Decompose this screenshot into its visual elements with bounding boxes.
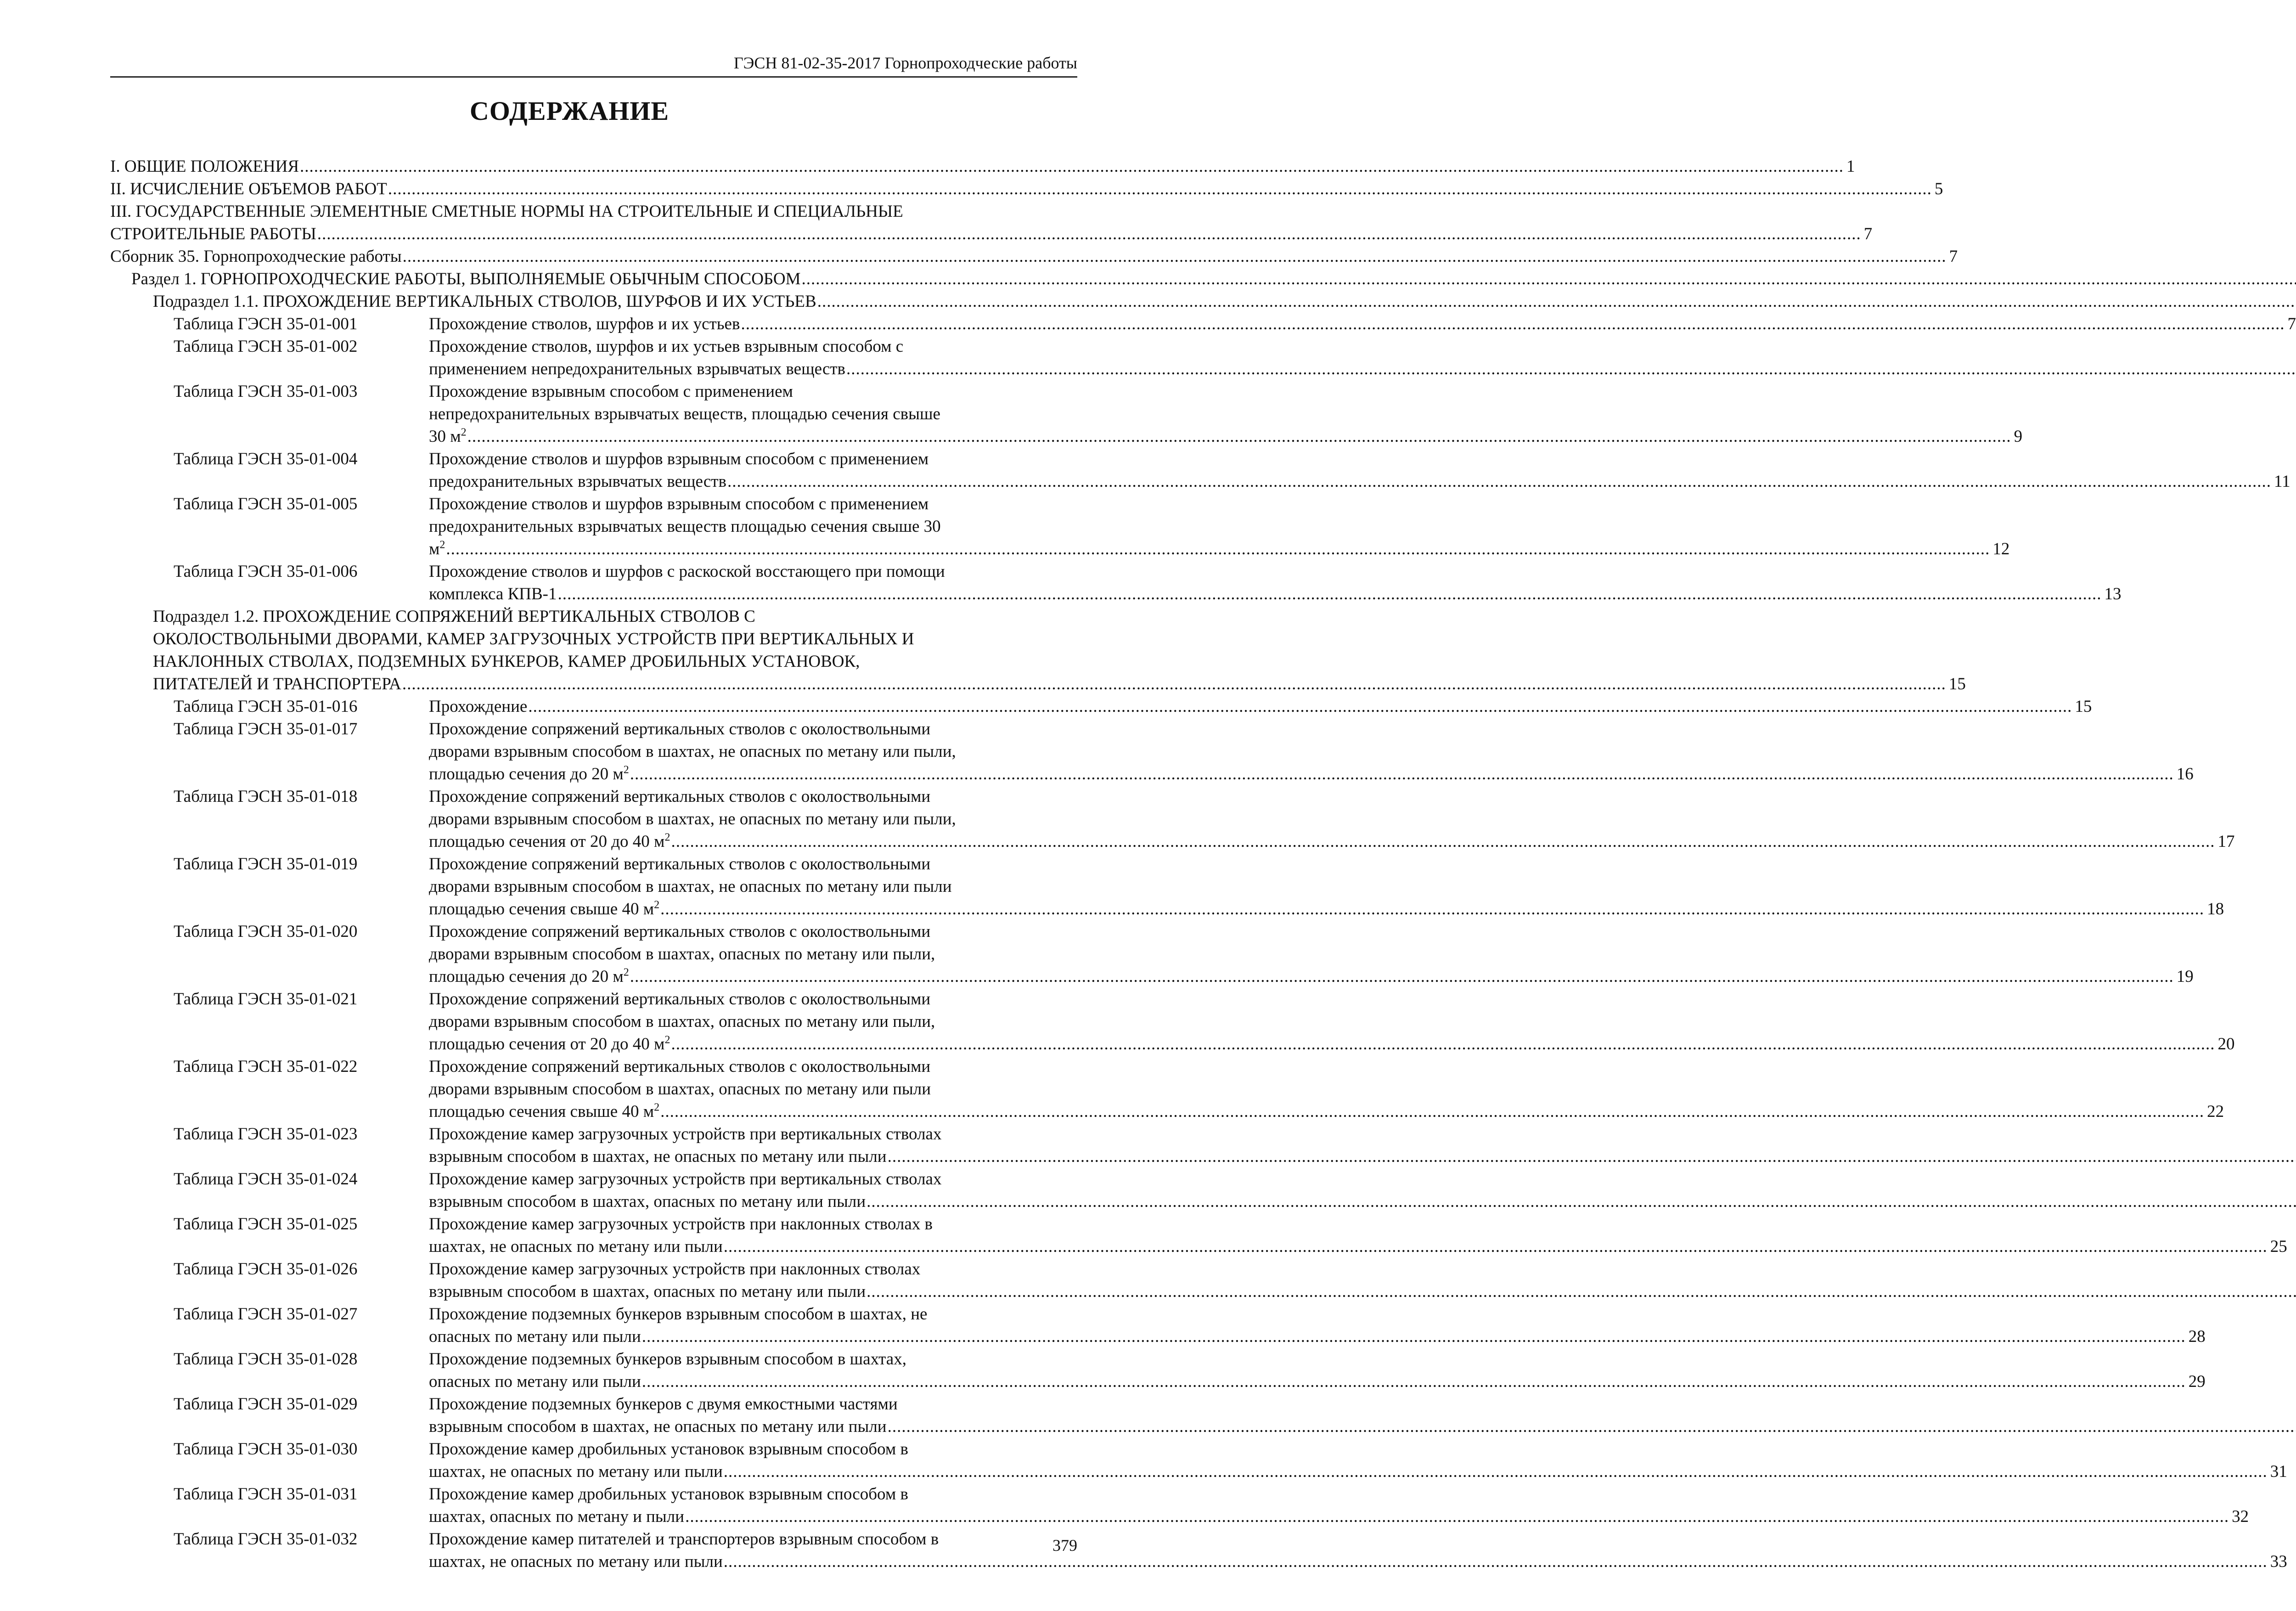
- toc-entry[interactable]: [0, 1213, 2287, 1258]
- leader-dots: [642, 1325, 2186, 1348]
- toc-line: [0, 403, 1139, 425]
- page-title: СОДЕРЖАНИЕ: [469, 96, 670, 126]
- toc-line: [0, 920, 1139, 943]
- superscript: 2: [439, 539, 445, 551]
- toc-entry-text: площадью сечения свыше 40 $м^2$: [429, 899, 660, 918]
- toc-entry-text: взрывным способом в шахтах, опасных по метану или пыли: [429, 1192, 866, 1211]
- superscript: 2: [623, 966, 629, 979]
- toc-table-code: Таблица ГЭСН 35-01-022: [174, 1057, 358, 1076]
- toc-entry[interactable]: [0, 560, 2122, 605]
- toc-entry-text: Раздел 1. ГОРНОПРОХОДЧЕСКИЕ РАБОТЫ, ВЫПОЛНЯЕМЫЕ ОБЫЧНЫМ СПОСОБОМ: [131, 270, 801, 288]
- toc-line: [0, 493, 1139, 515]
- toc-entry[interactable]: [0, 155, 1855, 178]
- toc-page-number: 13: [2104, 585, 2122, 603]
- leader-dots: [467, 425, 2011, 448]
- toc-entry-text: ОКОЛОСТВОЛЬНЫМИ ДВОРАМИ, КАМЕР ЗАГРУЗОЧНЫХ УСТРОЙСТВ ПРИ ВЕРТИКАЛЬНЫХ И: [153, 630, 914, 648]
- toc-entry-text: площадью сечения до 20 $м^2$: [429, 764, 629, 783]
- toc-line: [0, 425, 2023, 448]
- toc-entry[interactable]: [0, 380, 2023, 448]
- toc-entry[interactable]: [0, 268, 1139, 290]
- toc-line: [0, 1033, 2235, 1055]
- toc-line: [0, 155, 1855, 178]
- toc-entry-text: дворами взрывным способом в шахтах, не опасных по метану или пыли: [429, 877, 952, 896]
- toc-line: [0, 1055, 1139, 1078]
- toc-entry-text: взрывным способом в шахтах, не опасных по метану или пыли: [429, 1417, 887, 1436]
- toc-line: [0, 1505, 2249, 1528]
- leader-dots: [888, 1145, 2296, 1168]
- toc-line: [0, 1213, 1139, 1235]
- leader-dots: [300, 155, 1844, 178]
- toc-page-number: 9: [2014, 427, 2023, 446]
- leader-dots: [660, 1100, 2204, 1123]
- toc-line: [0, 200, 1139, 223]
- toc-entry-text: II. ИСЧИСЛЕНИЕ ОБЪЕМОВ РАБОТ: [110, 180, 387, 198]
- toc-table-code: Таблица ГЭСН 35-01-032: [174, 1530, 358, 1549]
- toc-entry[interactable]: [0, 335, 1139, 380]
- toc-line: [0, 358, 1139, 380]
- toc-table-code: Таблица ГЭСН 35-01-031: [174, 1485, 358, 1504]
- page-number: 379: [1052, 1536, 1077, 1555]
- toc-line: [0, 1528, 1139, 1550]
- toc-entry-text: Прохождение камер дробильных установок взрывным способом в: [429, 1440, 908, 1459]
- toc-line: [0, 560, 1139, 583]
- toc-page-number: 5: [1934, 180, 1943, 198]
- leader-dots: [671, 1033, 2215, 1055]
- toc-page-number: 28: [2188, 1327, 2206, 1346]
- toc-entry[interactable]: [0, 448, 2290, 493]
- toc-entry[interactable]: [0, 313, 2296, 335]
- leader-dots: [630, 763, 2174, 785]
- toc-line: [0, 290, 1139, 313]
- toc-line: [0, 538, 2010, 560]
- toc-entry-text: Прохождение сопряжений вертикальных стволов с околоствольными: [429, 720, 931, 738]
- toc-entry-text: $м^2$: [429, 539, 445, 558]
- toc-entry-text: Прохождение сопряжений вертикальных стволов с околоствольными: [429, 990, 931, 1008]
- superscript: 2: [461, 426, 467, 439]
- toc-line: [0, 898, 2224, 920]
- toc-page-number: 11: [2273, 472, 2290, 491]
- toc-page-number: 18: [2207, 900, 2224, 918]
- toc-entry-text: Прохождение сопряжений вертикальных стволов с околоствольными: [429, 1057, 931, 1076]
- toc-entry[interactable]: [0, 605, 1966, 695]
- toc-entry-text: Прохождение камер загрузочных устройств при наклонных стволах: [429, 1260, 921, 1279]
- toc-table-code: Таблица ГЭСН 35-01-005: [174, 495, 358, 513]
- toc-table-code: Таблица ГЭСН 35-01-006: [174, 562, 358, 581]
- toc-page-number: 7: [1949, 247, 1958, 266]
- leader-dots: [528, 695, 2072, 718]
- toc-table-code: Таблица ГЭСН 35-01-029: [174, 1395, 358, 1414]
- toc-table-code: Таблица ГЭСН 35-01-004: [174, 450, 358, 468]
- toc-line: [0, 1460, 2287, 1483]
- leader-dots: [671, 830, 2215, 853]
- toc-entry[interactable]: [0, 988, 2235, 1055]
- toc-line: [0, 470, 2290, 493]
- toc-page-number: 20: [2217, 1035, 2235, 1053]
- toc-entry-text: площадью сечения свыше 40 $м^2$: [429, 1101, 660, 1121]
- toc-line: [0, 628, 1139, 650]
- leader-dots: [741, 313, 2285, 335]
- toc-entry-text: Сборник 35. Горнопроходческие работы: [110, 247, 402, 266]
- toc-line: [0, 515, 1139, 538]
- toc-page-number: 29: [2188, 1372, 2206, 1391]
- toc-line: [0, 1550, 2287, 1573]
- toc-line: [0, 830, 2235, 853]
- toc-line: [0, 1348, 1139, 1370]
- toc-entry-text: шахтах, не опасных по метану или пыли: [429, 1462, 723, 1481]
- toc-entry[interactable]: [0, 695, 2092, 718]
- toc-page-number: 12: [1992, 540, 2010, 558]
- toc-entry-text: площадью сечения от 20 до 40 $м^2$: [429, 1034, 670, 1053]
- toc-entry-text: Прохождение стволов и шурфов взрывным способом с применением: [429, 495, 929, 513]
- toc-line: [0, 605, 1139, 628]
- toc-entry-text: Прохождение стволов и шурфов взрывным способом с применением: [429, 450, 929, 468]
- toc-line: [0, 740, 1139, 763]
- toc-entry[interactable]: [0, 245, 1958, 268]
- toc-line: [0, 1168, 1139, 1190]
- toc-entry-text: Подраздел 1.1. ПРОХОЖДЕНИЕ ВЕРТИКАЛЬНЫХ СТВОЛОВ, ШУРФОВ И ИХ УСТЬЕВ: [153, 292, 816, 311]
- toc-entry[interactable]: [0, 1258, 1139, 1303]
- toc-line: [0, 380, 1139, 403]
- toc-page-number: 31: [2270, 1462, 2287, 1481]
- toc-entry[interactable]: [0, 1348, 2206, 1393]
- toc-entry-text: Подраздел 1.2. ПРОХОЖДЕНИЕ СОПРЯЖЕНИЙ ВЕРТИКАЛЬНЫХ СТВОЛОВ С: [153, 607, 755, 626]
- toc-line: [0, 448, 1139, 470]
- toc-page-number: 1: [1846, 157, 1855, 176]
- toc-entry[interactable]: [0, 1438, 2287, 1483]
- leader-dots: [724, 1235, 2268, 1258]
- toc-line: [0, 1393, 1139, 1415]
- toc-line: [0, 1190, 1139, 1213]
- toc-line: [0, 335, 1139, 358]
- toc-entry-text: шахтах, опасных по метану и пыли: [429, 1507, 685, 1526]
- toc-entry-text: Прохождение камер загрузочных устройств при вертикальных стволах: [429, 1125, 942, 1143]
- toc-entry-text: Прохождение подземных бункеров взрывным способом в шахтах,: [429, 1350, 906, 1369]
- table-of-contents: [0, 155, 2296, 1573]
- toc-entry[interactable]: [0, 1303, 2206, 1348]
- toc-table-code: Таблица ГЭСН 35-01-020: [174, 922, 358, 941]
- superscript: 2: [664, 831, 670, 844]
- toc-line: [0, 1123, 1139, 1145]
- toc-page-number: 33: [2270, 1552, 2287, 1571]
- toc-entry-text: Прохождение стволов, шурфов и их устьев взрывным способом с: [429, 337, 904, 356]
- toc-page-number: 7: [1863, 225, 1873, 243]
- toc-entry-text: 30 $м^2$: [429, 426, 467, 446]
- running-header: ГЭСН 81-02-35-2017 Горнопроходческие работы: [110, 51, 1077, 78]
- toc-line: [0, 313, 2296, 335]
- toc-line: [0, 695, 2092, 718]
- toc-table-code: Таблица ГЭСН 35-01-003: [174, 382, 358, 401]
- toc-line: [0, 1078, 1139, 1100]
- toc-line: [0, 965, 2194, 988]
- toc-page-number: 15: [1948, 675, 1966, 693]
- toc-entry[interactable]: [0, 1168, 1139, 1213]
- toc-entry-text: I. ОБЩИЕ ПОЛОЖЕНИЯ: [110, 157, 299, 176]
- toc-entry[interactable]: [0, 290, 1139, 313]
- toc-entry-text: комплекса КПВ-1: [429, 585, 557, 603]
- leader-dots: [817, 290, 2296, 313]
- toc-entry-text: Прохождение сопряжений вертикальных стволов с околоствольными: [429, 787, 931, 806]
- toc-entry-text: опасных по метану или пыли: [429, 1327, 641, 1346]
- toc-entry-text: дворами взрывным способом в шахтах, опасных по метану или пыли,: [429, 945, 935, 963]
- toc-entry[interactable]: [0, 178, 1943, 200]
- toc-entry-text: Прохождение камер загрузочных устройств при вертикальных стволах: [429, 1170, 942, 1189]
- toc-line: [0, 943, 1139, 965]
- toc-line: [0, 1280, 1139, 1303]
- leader-dots: [867, 1280, 2296, 1303]
- toc-page-number: 16: [2176, 765, 2194, 783]
- toc-table-code: Таблица ГЭСН 35-01-023: [174, 1125, 358, 1143]
- toc-line: [0, 1010, 1139, 1033]
- toc-page-number: 19: [2176, 967, 2194, 986]
- toc-line: [0, 223, 1873, 245]
- leader-dots: [388, 178, 1932, 200]
- toc-page-number: 7: [2287, 315, 2296, 333]
- toc-entry[interactable]: [0, 200, 1873, 245]
- toc-entry-text: взрывным способом в шахтах, не опасных по метану или пыли: [429, 1147, 887, 1166]
- leader-dots: [558, 583, 2102, 605]
- toc-table-code: Таблица ГЭСН 35-01-002: [174, 337, 358, 356]
- toc-table-code: Таблица ГЭСН 35-01-028: [174, 1350, 358, 1369]
- toc-entry-text: дворами взрывным способом в шахтах, не опасных по метану или пыли,: [429, 810, 956, 828]
- toc-table-code: Таблица ГЭСН 35-01-026: [174, 1260, 358, 1279]
- toc-table-code: Таблица ГЭСН 35-01-019: [174, 855, 358, 873]
- toc-entry-text: дворами взрывным способом в шахтах, опасных по метану или пыли: [429, 1080, 931, 1098]
- toc-entry-text: Прохождение стволов, шурфов и их устьев: [429, 315, 740, 333]
- toc-entry[interactable]: [0, 1483, 2249, 1528]
- toc-line: [0, 1483, 1139, 1505]
- toc-page-number: 25: [2270, 1237, 2287, 1256]
- toc-entry[interactable]: [0, 920, 2194, 988]
- leader-dots: [846, 358, 2296, 380]
- toc-table-code: Таблица ГЭСН 35-01-018: [174, 787, 358, 806]
- superscript: 2: [664, 1034, 670, 1046]
- toc-entry-text: шахтах, не опасных по метану или пыли: [429, 1237, 723, 1256]
- toc-line: [0, 1415, 1139, 1438]
- leader-dots: [642, 1370, 2186, 1393]
- superscript: 2: [654, 899, 660, 911]
- toc-entry-text: Прохождение камер загрузочных устройств при наклонных стволах в: [429, 1215, 933, 1234]
- toc-entry-text: Прохождение стволов и шурфов с раскоской восстающего при помощи: [429, 562, 945, 581]
- leader-dots: [685, 1505, 2229, 1528]
- toc-entry-text: непредохранительных взрывчатых веществ, площадью сечения свыше: [429, 405, 940, 423]
- toc-entry[interactable]: [0, 1055, 2224, 1123]
- toc-line: [0, 988, 1139, 1010]
- toc-page-number: 32: [2232, 1507, 2249, 1526]
- toc-line: [0, 583, 2122, 605]
- toc-entry-text: взрывным способом в шахтах, опасных по метану или пыли: [429, 1282, 866, 1301]
- leader-dots: [888, 1415, 2296, 1438]
- toc-line: [0, 1303, 1139, 1325]
- toc-line: [0, 178, 1943, 200]
- toc-line: [0, 718, 1139, 740]
- toc-entry-text: Прохождение: [429, 697, 528, 716]
- toc-table-code: Таблица ГЭСН 35-01-016: [174, 697, 358, 716]
- toc-entry-text: площадью сечения до 20 $м^2$: [429, 966, 629, 986]
- superscript: 2: [623, 764, 629, 776]
- toc-entry-text: НАКЛОННЫХ СТВОЛАХ, ПОДЗЕМНЫХ БУНКЕРОВ, КАМЕР ДРОБИЛЬНЫХ УСТАНОВОК,: [153, 652, 860, 671]
- leader-dots: [403, 245, 1947, 268]
- leader-dots: [402, 673, 1946, 695]
- toc-line: [0, 268, 1139, 290]
- toc-line: [0, 763, 2194, 785]
- toc-entry-text: III. ГОСУДАРСТВЕННЫЕ ЭЛЕМЕНТНЫЕ СМЕТНЫЕ НОРМЫ НА СТРОИТЕЛЬНЫЕ И СПЕЦИАЛЬНЫЕ: [110, 202, 903, 221]
- toc-entry-text: Прохождение подземных бункеров взрывным способом в шахтах, не: [429, 1305, 928, 1324]
- toc-entry-text: Прохождение взрывным способом с применением: [429, 382, 793, 401]
- toc-entry[interactable]: [0, 493, 2010, 560]
- toc-line: [0, 808, 1139, 830]
- toc-line: [0, 1438, 1139, 1460]
- toc-entry-text: дворами взрывным способом в шахтах, не опасных по метану или пыли,: [429, 742, 956, 761]
- toc-entry[interactable]: [0, 718, 2194, 785]
- toc-entry-text: Прохождение сопряжений вертикальных стволов с околоствольными: [429, 922, 931, 941]
- toc-entry-text: Прохождение камер дробильных установок взрывным способом в: [429, 1485, 908, 1504]
- toc-table-code: Таблица ГЭСН 35-01-027: [174, 1305, 358, 1324]
- superscript: 2: [654, 1101, 660, 1114]
- toc-table-code: Таблица ГЭСН 35-01-025: [174, 1215, 358, 1234]
- toc-entry-text: Прохождение подземных бункеров с двумя емкостными частями: [429, 1395, 898, 1414]
- toc-line: [0, 875, 1139, 898]
- toc-line: [0, 245, 1958, 268]
- leader-dots: [724, 1460, 2268, 1483]
- toc-table-code: Таблица ГЭСН 35-01-017: [174, 720, 358, 738]
- toc-line: [0, 785, 1139, 808]
- toc-entry-text: шахтах, не опасных по метану или пыли: [429, 1552, 723, 1571]
- toc-entry-text: опасных по метану или пыли: [429, 1372, 641, 1391]
- toc-entry[interactable]: [0, 853, 2224, 920]
- toc-page-number: 22: [2207, 1102, 2224, 1121]
- leader-dots: [867, 1190, 2296, 1213]
- toc-page-number: 15: [2075, 697, 2092, 716]
- leader-dots: [660, 898, 2204, 920]
- toc-line: [0, 1145, 1139, 1168]
- toc-line: [0, 650, 1139, 673]
- toc-entry-text: Прохождение сопряжений вертикальных стволов с околоствольными: [429, 855, 931, 873]
- leader-dots: [630, 965, 2174, 988]
- leader-dots: [727, 470, 2271, 493]
- toc-entry-text: ПИТАТЕЛЕЙ И ТРАНСПОРТЕРА: [153, 675, 401, 693]
- toc-line: [0, 853, 1139, 875]
- toc-line: [0, 673, 1966, 695]
- toc-entry-text: СТРОИТЕЛЬНЫЕ РАБОТЫ: [110, 225, 316, 243]
- leader-dots: [317, 223, 1861, 245]
- toc-entry-text: Прохождение камер питателей и транспортеров взрывным способом в: [429, 1530, 939, 1549]
- toc-line: [0, 1235, 2287, 1258]
- toc-line: [0, 1258, 1139, 1280]
- toc-entry-text: площадью сечения от 20 до 40 $м^2$: [429, 831, 670, 851]
- toc-entry[interactable]: [0, 1123, 1139, 1168]
- toc-line: [0, 1100, 2224, 1123]
- toc-entry[interactable]: [0, 1528, 2287, 1573]
- toc-page-number: 17: [2217, 832, 2235, 851]
- toc-table-code: Таблица ГЭСН 35-01-001: [174, 315, 358, 333]
- leader-dots: [724, 1550, 2268, 1573]
- toc-line: [0, 1325, 2206, 1348]
- leader-dots: [802, 268, 2296, 290]
- toc-entry[interactable]: [0, 785, 2235, 853]
- toc-line: [0, 1370, 2206, 1393]
- toc-entry[interactable]: [0, 1393, 1139, 1438]
- toc-entry-text: предохранительных взрывчатых веществ площадью сечения свыше 30: [429, 517, 941, 536]
- toc-entry-text: предохранительных взрывчатых веществ: [429, 472, 726, 491]
- leader-dots: [446, 538, 1990, 560]
- toc-table-code: Таблица ГЭСН 35-01-024: [174, 1170, 358, 1189]
- toc-entry-text: дворами взрывным способом в шахтах, опасных по метану или пыли,: [429, 1012, 935, 1031]
- toc-table-code: Таблица ГЭСН 35-01-021: [174, 990, 358, 1008]
- toc-entry-text: применением непредохранительных взрывчатых веществ: [429, 360, 846, 378]
- toc-table-code: Таблица ГЭСН 35-01-030: [174, 1440, 358, 1459]
